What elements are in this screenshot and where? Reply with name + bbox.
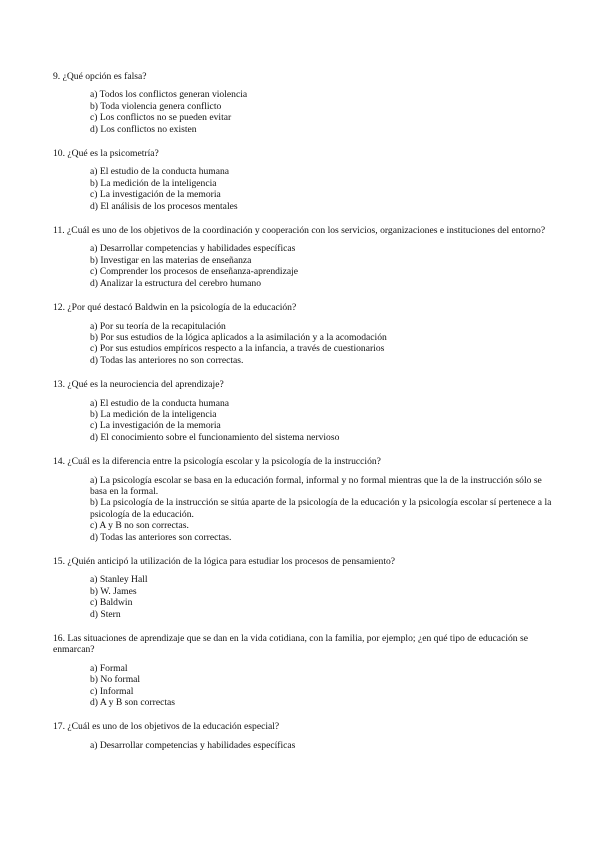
question-text: 16. Las situaciones de aprendizaje que se dan en la vida cotidiana, con la familia, por ejemplo; ¿en qué tipo de educación se enmarcan? bbox=[53, 633, 528, 656]
question-text: 9. ¿Qué opción es falsa? bbox=[53, 71, 147, 82]
question-14 bbox=[53, 456, 560, 543]
question-12 bbox=[53, 302, 560, 366]
option-c: c) Comprender los procesos de enseñanza-aprendizaje bbox=[90, 266, 299, 278]
option-a: a) Por su teoría de la recapitulación bbox=[90, 320, 226, 332]
option-b: b) No formal bbox=[90, 674, 141, 686]
option-a: a) Formal bbox=[90, 662, 128, 674]
option-d: d) Los conflictos no existen bbox=[90, 123, 197, 135]
question-text: 14. ¿Cuál es la diferencia entre la psicología escolar y la psicología de la instrucción? bbox=[53, 456, 381, 468]
question-text: 12. ¿Por qué destacó Baldwin en la psicología de la educación? bbox=[53, 302, 297, 314]
option-d: d) El análisis de los procesos mentales bbox=[90, 200, 238, 212]
option-a: a) Stanley Hall bbox=[90, 574, 148, 586]
option-list bbox=[90, 166, 560, 212]
option-c: c) Informal bbox=[90, 685, 134, 697]
option-list bbox=[90, 475, 560, 543]
option-b: b) La psicología de la instrucción se sitúa aparte de la psicología de la educación y la psicología escolar sí pertenece a la psicología de la educación. bbox=[90, 497, 552, 520]
option-a: a) La psicología escolar se basa en la educación formal, informal y no formal mientras que la de la instrucción sólo se basa en la formal. bbox=[90, 474, 542, 497]
option-a: a) Desarrollar competencias y habilidades específicas bbox=[90, 739, 296, 751]
option-list bbox=[90, 574, 560, 620]
question-text: 13. ¿Qué es la neurociencia del aprendizaje? bbox=[53, 379, 224, 391]
question-17 bbox=[53, 721, 560, 751]
option-list bbox=[90, 243, 560, 289]
question-13 bbox=[53, 379, 560, 443]
option-list bbox=[90, 398, 560, 444]
option-a: a) Todos los conflictos generan violencia bbox=[90, 89, 248, 101]
option-c: c) La investigación de la memoria bbox=[90, 420, 221, 432]
option-b: b) Toda violencia genera conflicto bbox=[90, 100, 222, 112]
option-d: d) El conocimiento sobre el funcionamiento del sistema nervioso bbox=[90, 431, 340, 443]
option-a: a) El estudio de la conducta humana bbox=[90, 166, 230, 178]
option-d: d) Stern bbox=[90, 608, 121, 620]
option-b: b) La medición de la inteligencia bbox=[90, 177, 217, 189]
option-c: c) Los conflictos no se pueden evitar bbox=[90, 112, 232, 124]
option-b: b) W. James bbox=[90, 585, 137, 597]
question-text: 10. ¿Qué es la psicometría? bbox=[53, 148, 159, 160]
option-list bbox=[90, 740, 560, 751]
option-c: c) La investigación de la memoria bbox=[90, 189, 221, 201]
question-16 bbox=[53, 633, 560, 708]
option-d: d) Todas las anteriores no son correctas. bbox=[90, 354, 244, 366]
option-d: d) Todas las anteriores son correctas. bbox=[90, 531, 232, 543]
option-c: c) A y B no son correctas. bbox=[90, 520, 189, 532]
option-c: c) Baldwin bbox=[90, 597, 133, 609]
question-text: 15. ¿Quién anticipó la utilización de la lógica para estudiar los procesos de pensamiento? bbox=[53, 556, 396, 567]
option-list bbox=[90, 321, 560, 367]
option-c: c) Por sus estudios empíricos respecto a la infancia, a través de cuestionarios bbox=[90, 343, 385, 355]
question-text: 11. ¿Cuál es uno de los objetivos de la coordinación y cooperación con los servicios, organizaciones e instituciones del entorno? bbox=[53, 225, 546, 237]
question-15 bbox=[53, 556, 560, 620]
option-b: b) Investigar en las materias de enseñanza bbox=[90, 254, 252, 266]
option-list bbox=[90, 663, 560, 709]
question-11 bbox=[53, 225, 560, 289]
question-9 bbox=[53, 71, 560, 135]
question-10 bbox=[53, 148, 560, 212]
option-d: d) Analizar la estructura del cerebro humano bbox=[90, 277, 262, 289]
option-b: b) Por sus estudios de la lógica aplicados a la asimilación y a la acomodación bbox=[90, 331, 387, 343]
option-list bbox=[90, 89, 560, 135]
option-d: d) A y B son correctas bbox=[90, 697, 175, 709]
question-text: 17. ¿Cuál es uno de los objetivos de la educación especial? bbox=[53, 721, 280, 733]
option-a: a) Desarrollar competencias y habilidades específicas bbox=[90, 243, 296, 255]
option-a: a) El estudio de la conducta humana bbox=[90, 397, 230, 409]
option-b: b) La medición de la inteligencia bbox=[90, 408, 217, 420]
